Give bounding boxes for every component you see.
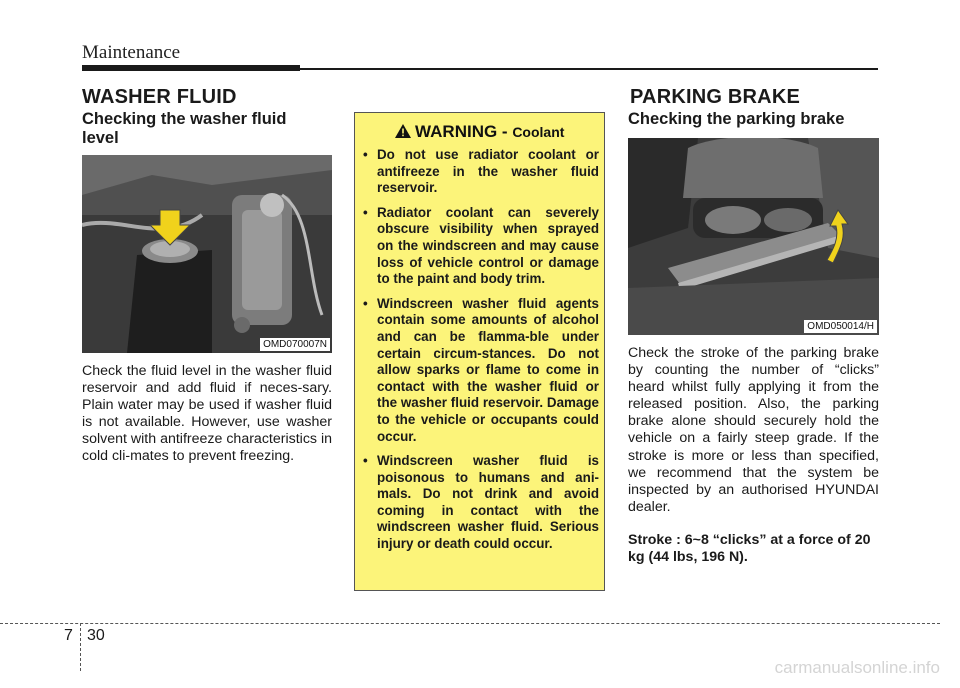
- warning-triangle-icon: [395, 124, 411, 138]
- washer-reservoir-photo: [82, 155, 332, 353]
- warning-box: [354, 112, 605, 591]
- chapter-number: 7: [64, 627, 73, 644]
- watermark: carmanualsonline.info: [774, 658, 940, 677]
- washer-fluid-title: WASHER FLUID: [82, 86, 237, 108]
- warning-item: • Radiator coolant can severely obscure visibility when sprayed on the windscreen and may cause loss of vehicle control or damage to the paint and body trim.: [363, 204, 599, 287]
- parking-brake-subheading: Checking the parking brake: [628, 110, 845, 128]
- parking-brake-paragraph: Check the stroke of the parking brake by counting the number of “clicks” heard whilst fully applying it from the released position. Also, the parking brake alone should securely hold the vehicle on a fairly steep grade. If the stroke is more or less than specified, we recommend that the system be inspected by an authorised HYUNDAI dealer.: [628, 345, 879, 515]
- washer-fluid-paragraph: Check the fluid level in the washer fluid reservoir and add fluid if neces-sary. Plain water may be used if washer fluid is not available. However, use washer solvent with antifreeze characteristics in cold cli-mates to prevent freezing.: [82, 363, 332, 465]
- stroke-spec: [628, 532, 879, 566]
- parking-brake-illustration: [628, 138, 879, 335]
- parking-brake-photo: [628, 138, 879, 335]
- stroke-value: 6~8 “clicks” at a force of 20 kg (44 lbs, 196 N).: [628, 532, 871, 566]
- parking-photo-caption: OMD050014/H: [804, 320, 877, 333]
- page-number: 30: [87, 627, 105, 644]
- footer-rule: [0, 623, 940, 624]
- washer-fluid-body: [82, 363, 332, 466]
- parking-brake-body: [628, 345, 879, 516]
- warning-list: [363, 147, 599, 561]
- parking-brake-title: PARKING BRAKE: [630, 86, 801, 108]
- washer-photo-caption: OMD070007N: [260, 338, 330, 351]
- washer-reservoir-illustration: [82, 155, 332, 353]
- header-rule-thin: [300, 68, 878, 70]
- footer-divider: [80, 623, 81, 671]
- stroke-label: Stroke :: [628, 532, 681, 548]
- warning-heading: [355, 122, 604, 142]
- warning-title: WARNING -: [415, 122, 513, 141]
- washer-fluid-subheading: Checking the washer fluid level: [82, 110, 287, 147]
- warning-item: • Do not use radiator coolant or antifreeze in the washer fluid reservoir.: [363, 147, 599, 196]
- header-rule-thick: [82, 65, 300, 71]
- warning-item: • Windscreen washer fluid agents contain some amounts of alcohol and can be flamma-ble under certain circum-stances. Do not allow sparks or flame to come in contact with the washer fluid or the washer fluid reservoir. Damage to the vehicle or occupants could occur.: [363, 295, 599, 444]
- warning-subtitle: Coolant: [512, 124, 565, 140]
- header-section-title: Maintenance: [82, 42, 181, 63]
- warning-item: • Windscreen washer fluid is poisonous to humans and ani-mals. Do not drink and avoid coming in contact with the windscreen washer fluid. Serious injury or death could occur.: [363, 453, 599, 552]
